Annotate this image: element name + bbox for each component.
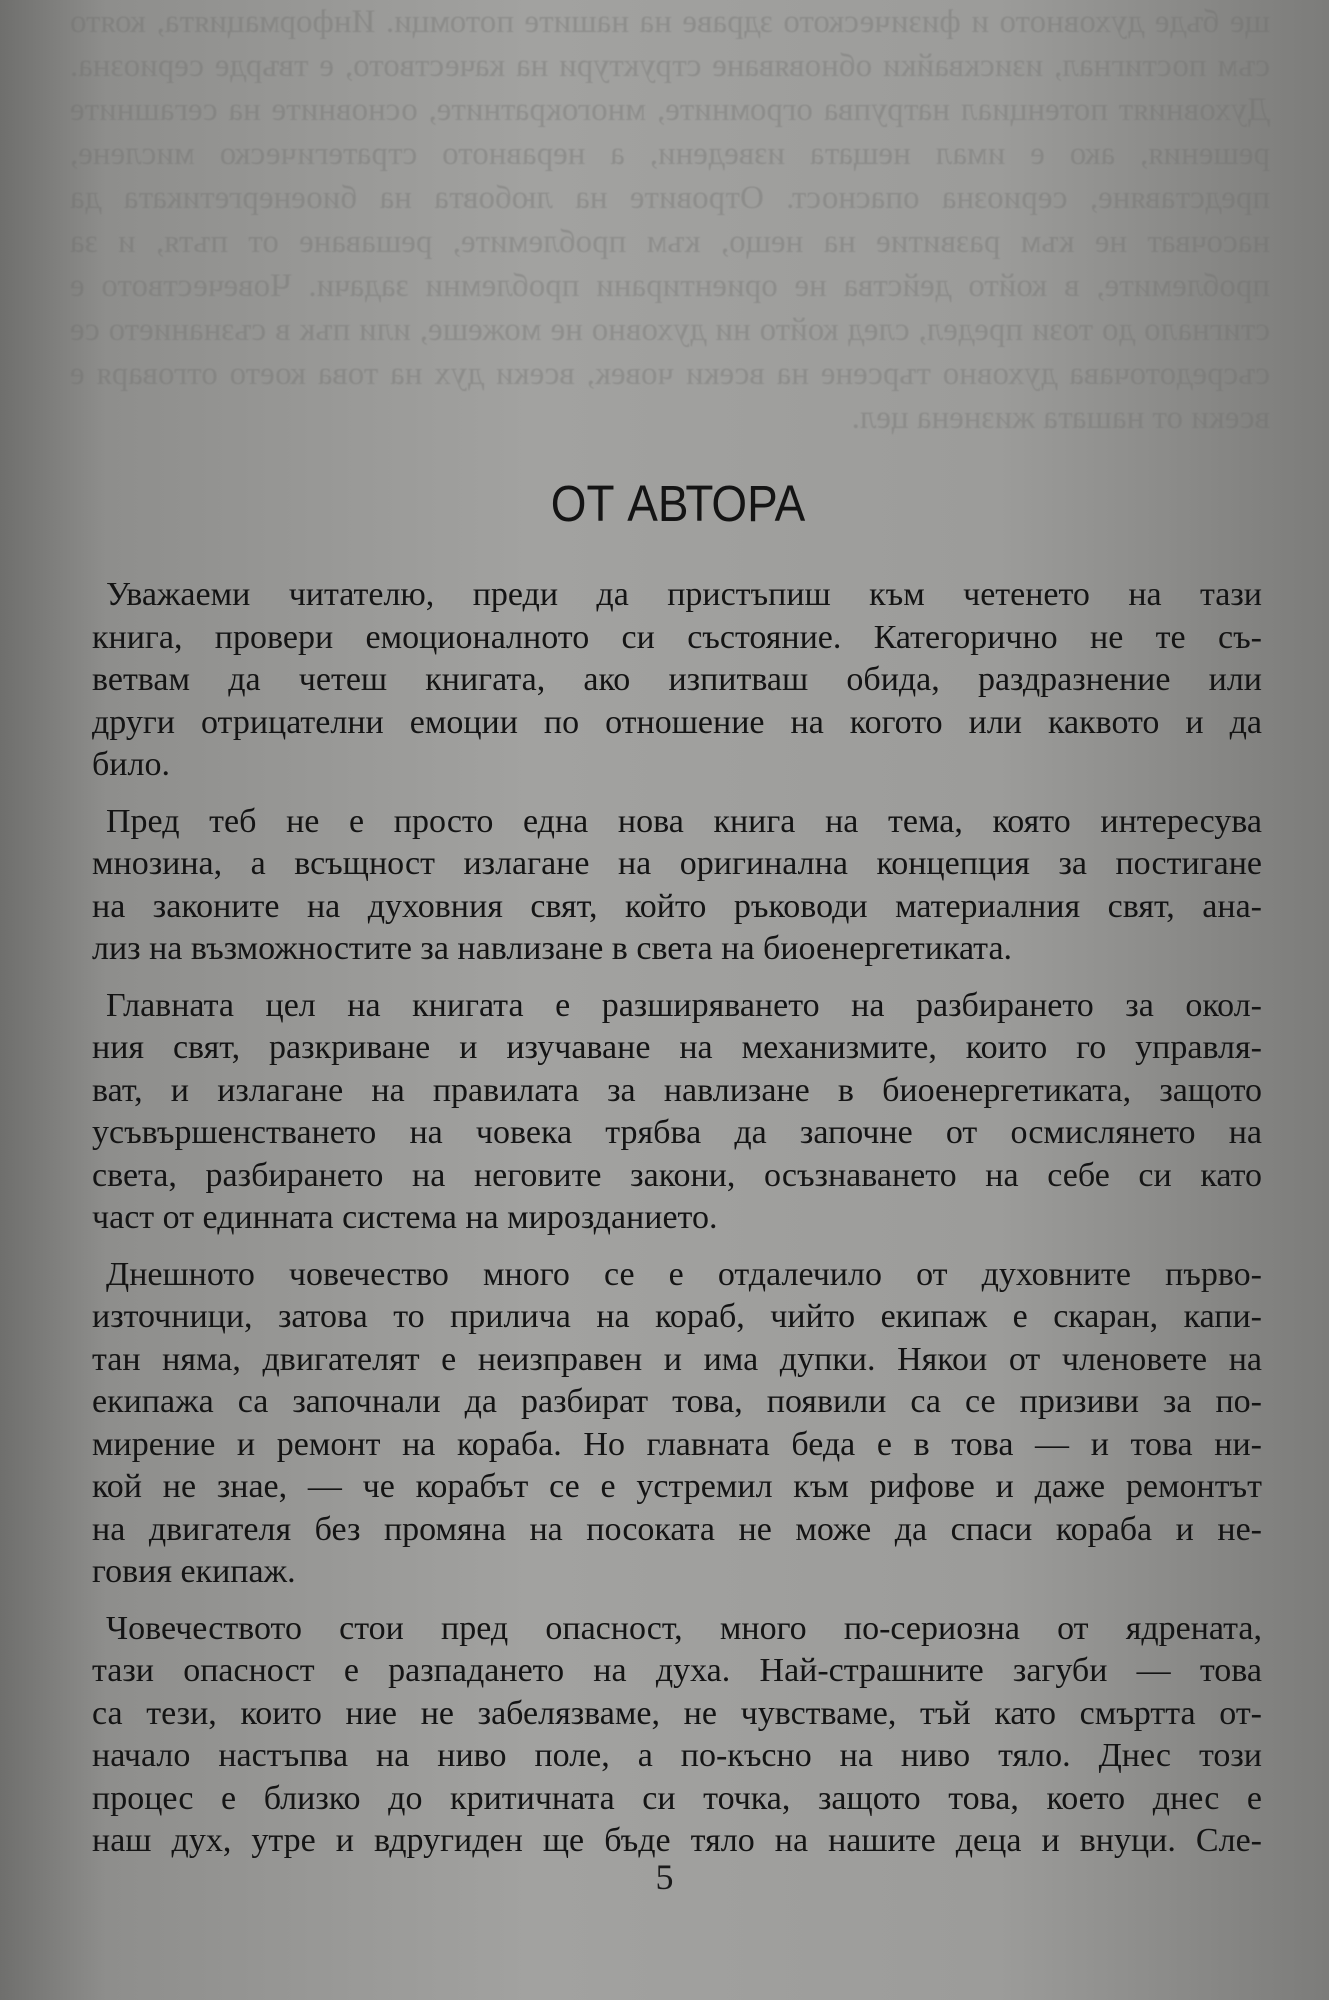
paragraph bbox=[92, 574, 1264, 787]
text-line: екипажа са започнали да разбират това, появили са се призиви за по- bbox=[92, 1383, 1262, 1421]
text-line: на двигателя без промяна на посоката не може да спаси кораба и не- bbox=[92, 1510, 1262, 1548]
text-line: усъвършенстването на човека трябва да започне от осмислянето на bbox=[92, 1114, 1262, 1152]
text-line: света, разбирането на неговите закони, осъзнаването на себе си като bbox=[92, 1156, 1262, 1194]
text-line: други отрицателни емоции по отношение на когото или каквото и да bbox=[92, 703, 1262, 741]
text-line: ват, и излагане на правилата за навлизане в биоенергетиката, защото bbox=[92, 1071, 1262, 1109]
bleed-through-text: ще бъде духовното и физическото здраве на нашите потомци. Информацията, която съм постигнал, изисквайки обновяване структури на качеството, е твърде сериозна. Духовният потенциал натрупва огромните, многократните, основните на сегашните решения, ако е имал нещата изведени, а неравното стратегическо мислене, представяне, сериозна опасност. Отровите на любовта на биоенергетиката да насочват не към развитие на нещо, към проблемите, решаване от пътя, и за проблемите, в който действа не ориентирани проблемни задачи. Човечеството е стигнало до този предел, след който ни духовно не можеше, или пък в съзнанието се съсредоточава духовно търсене на всеки човек, всеки дух на това което отговаря е всеки от нашата жизнена цел. bbox=[70, 4, 1270, 436]
text-line: източници, затова то прилича на кораб, чийто екипаж е скаран, капи- bbox=[92, 1298, 1262, 1336]
text-line: мирение и ремонт на кораба. Но главната беда е в това — и това ни- bbox=[92, 1425, 1262, 1463]
page-number: 5 bbox=[655, 1857, 674, 1897]
text-line: говия екипаж. bbox=[92, 1553, 296, 1591]
text-line: ния свят, разкриване и изучаване на механизмите, които го управля- bbox=[92, 1029, 1262, 1067]
page-content bbox=[92, 476, 1264, 1863]
text-line: било. bbox=[92, 746, 170, 784]
text-line: процес е близко до критичната си точка, защото това, което днес е bbox=[92, 1779, 1262, 1817]
text-line: ветвам да четеш книгата, ако изпитваш обида, раздразнение или bbox=[92, 661, 1262, 699]
text-line: начало настъпва на ниво поле, а по-късно на ниво тяло. Днес този bbox=[92, 1737, 1262, 1775]
text-line: Пред теб не е просто една нова книга на тема, която интересува bbox=[106, 802, 1262, 840]
text-line: наш дух, утре и вдругиден ще бъде тяло на нашите деца и внуци. Сле- bbox=[92, 1822, 1262, 1860]
paragraph bbox=[92, 1608, 1264, 1863]
text-line: тан няма, двигателят е неизправен и има дупки. Някои от членовете на bbox=[92, 1340, 1262, 1378]
text-line: Човечеството стои пред опасност, много по-сериозна от ядрената, bbox=[106, 1609, 1262, 1647]
text-line: кой не знае, — че корабът се е устремил към рифове и даже ремонтът bbox=[92, 1468, 1262, 1506]
paragraph bbox=[92, 985, 1264, 1240]
text-line: част от единната система на мирозданието. bbox=[92, 1199, 718, 1237]
chapter-heading: ОТ АВТОРА bbox=[550, 475, 806, 532]
text-line: Главната цел на книгата е разширяването на разбирането за окол- bbox=[106, 986, 1262, 1024]
text-line: Днешното човечество много се е отдалечило от духовните първо- bbox=[106, 1255, 1262, 1293]
paragraph bbox=[92, 801, 1264, 971]
paragraph bbox=[92, 1254, 1264, 1594]
text-line: Уважаеми читателю, преди да пристъпиш към четенето на тази bbox=[106, 576, 1262, 614]
text-line: книга, провери емоционалното си състояние. Категорично не те съ- bbox=[92, 618, 1262, 656]
text-line: са тези, които ние не забелязваме, не чувстваме, тъй като смъртта от- bbox=[92, 1694, 1262, 1732]
text-line: на законите на духовния свят, който ръководи материалния свят, ана- bbox=[92, 887, 1262, 925]
text-line: лиз на възможностите за навлизане в света на биоенергетиката. bbox=[92, 930, 1013, 968]
text-line: тази опасност е разпадането на духа. Най-страшните загуби — това bbox=[92, 1652, 1262, 1690]
text-line: мнозина, а всъщност излагане на оригинална концепция за постигане bbox=[92, 845, 1262, 883]
body-text bbox=[92, 574, 1264, 1863]
